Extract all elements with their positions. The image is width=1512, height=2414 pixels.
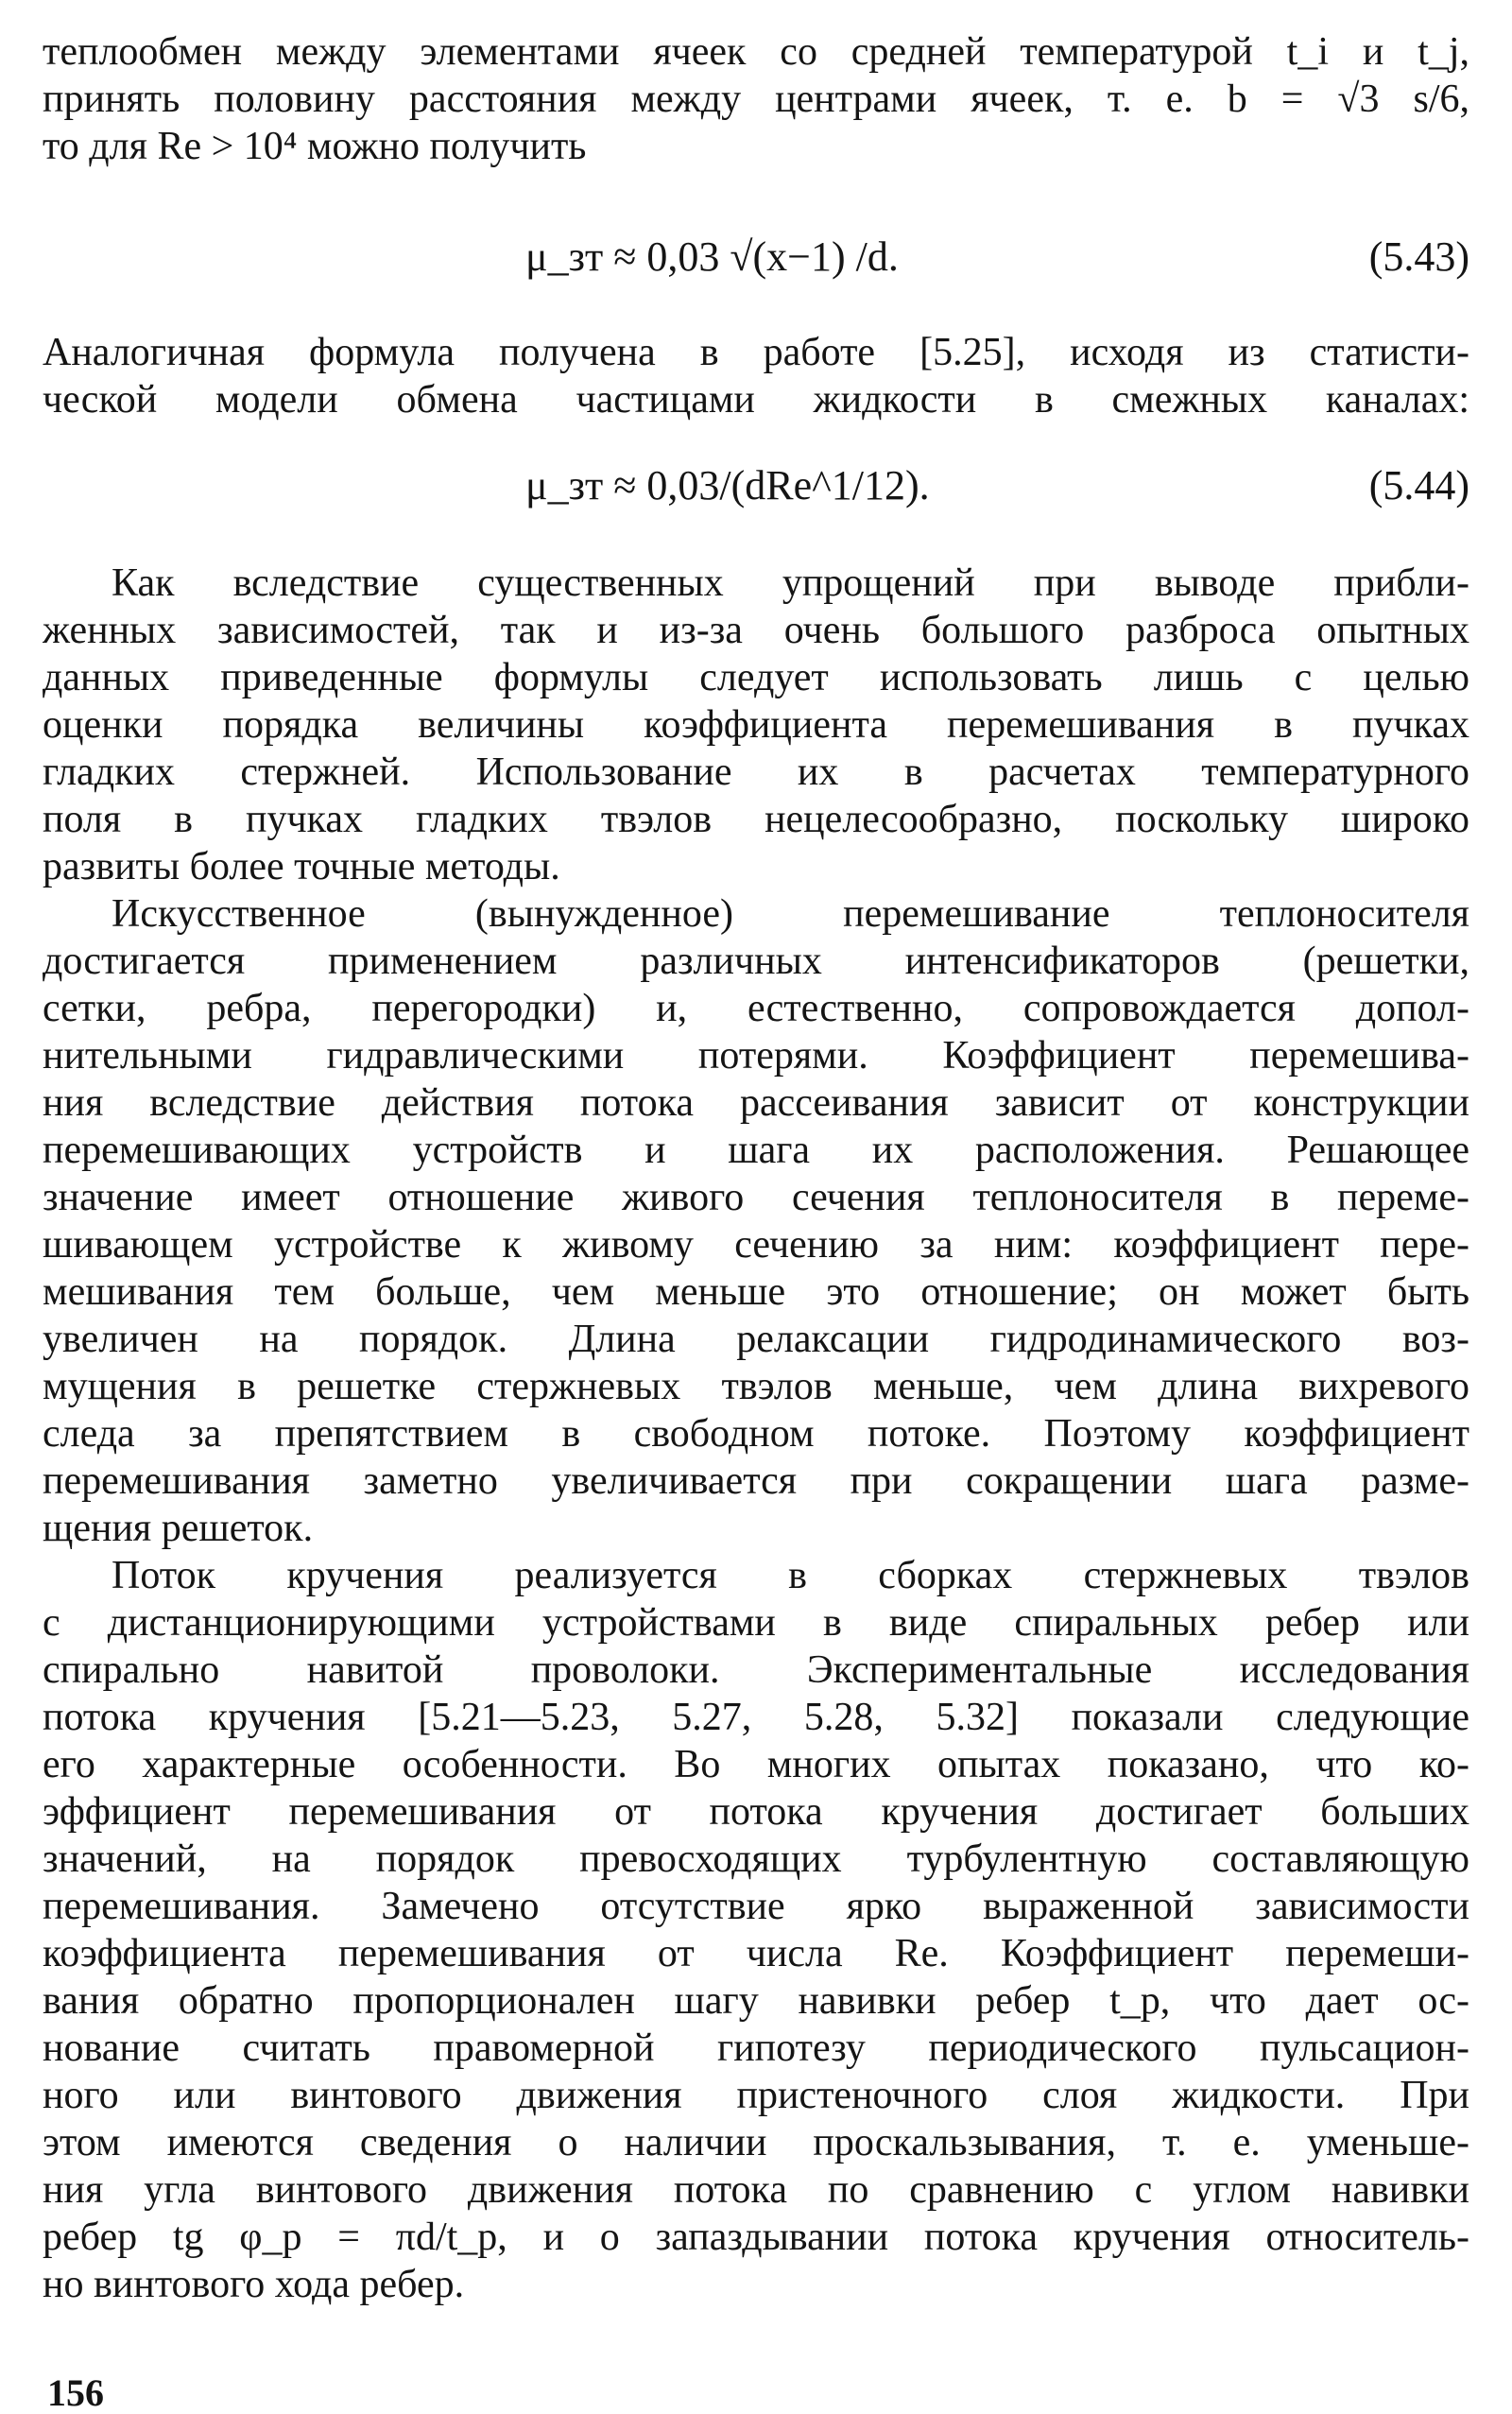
paragraph-line: шивающем устройстве к живому сечению за ним: коэффициент пере-: [43, 1223, 1469, 1267]
paragraph-line: ребер tg φ_р = πd/t_р, и о запаздывании потока кручения относитель-: [43, 2216, 1469, 2259]
paragraph-line: развиты более точные методы.: [43, 845, 560, 888]
paragraph-line: щения решеток.: [43, 1507, 314, 1550]
paragraph-line: сетки, ребра, перегородки) и, естественно, сопровождается допол-: [43, 987, 1469, 1030]
paragraph-line: спирально навитой проволоки. Экспериментальные исследования: [43, 1648, 1469, 1692]
paragraph-line: нование считать правомерной гипотезу периодического пульсацион-: [43, 2026, 1469, 2070]
text-line: то для Re > 10⁴ можно получить: [43, 125, 587, 168]
paragraph-line: коэффициента перемешивания от числа Re. Коэффициент перемеши-: [43, 1932, 1469, 1975]
paragraph-line: перемешивающих устройств и шага их расположения. Решающее: [43, 1129, 1469, 1172]
text-line: теплообмен между элементами ячеек со средней температурой t_i и t_j,: [43, 30, 1469, 74]
paragraph-line: оценки порядка величины коэффициента перемешивания в пучках: [43, 703, 1469, 747]
paragraph-line: Поток кручения реализуется в сборках стержневых твэлов: [112, 1554, 1469, 1597]
paragraph-line: значение имеет отношение живого сечения теплоносителя в переме-: [43, 1176, 1469, 1219]
paragraph-line: эффициент перемешивания от потока кручения достигает больших: [43, 1790, 1469, 1834]
paragraph-line: перемешивания. Замечено отсутствие ярко выраженной зависимости: [43, 1885, 1469, 1928]
formula-expression: μ_зт ≈ 0,03 √(x−1) /d.: [525, 233, 899, 280]
text-line: принять половину расстояния между центрами ячеек, т. е. b = √3 s/6,: [43, 78, 1469, 121]
paragraph-line: его характерные особенности. Во многих опытах показано, что ко-: [43, 1743, 1469, 1786]
paragraph-line: мешивания тем больше, чем меньше это отношение; он может быть: [43, 1270, 1469, 1314]
paragraph-line: ного или винтового движения пристеночного слоя жидкости. При: [43, 2074, 1469, 2117]
formula-number: (5.44): [1368, 462, 1469, 509]
paragraph-line: гладких стержней. Использование их в расчетах температурного: [43, 750, 1469, 794]
formula-number: (5.43): [1368, 233, 1469, 280]
page-number: 156: [47, 2371, 104, 2414]
text-line: ческой модели обмена частицами жидкости в смежных каналах:: [43, 378, 1469, 422]
paragraph-line: ния угла винтового движения потока по сравнению с углом навивки: [43, 2168, 1469, 2212]
paragraph-line: Как вследствие существенных упрощений при выводе прибли-: [112, 561, 1469, 605]
paragraph-line: но винтового хода ребер.: [43, 2263, 465, 2306]
formula-expression: μ_зт ≈ 0,03/(dRe^1/12).: [525, 462, 930, 509]
paragraph-line: этом имеются сведения о наличии проскальзывания, т. е. уменьше-: [43, 2121, 1469, 2164]
formula-5-44: [0, 457, 1512, 514]
paragraph-line: ния вследствие действия потока рассеивания зависит от конструкции: [43, 1081, 1469, 1125]
paragraph-line: с дистанционирующими устройствами в виде спиральных ребер или: [43, 1601, 1469, 1645]
paragraph-line: поля в пучках гладких твэлов нецелесообразно, поскольку широко: [43, 798, 1469, 841]
formula-5-43: [0, 229, 1512, 285]
paragraph-line: перемешивания заметно увеличивается при сокращении шага разме-: [43, 1459, 1469, 1503]
paragraph-line: увеличен на порядок. Длина релаксации гидродинамического воз-: [43, 1318, 1469, 1361]
paragraph-line: достигается применением различных интенсификаторов (решетки,: [43, 940, 1469, 983]
paragraph-line: нительными гидравлическими потерями. Коэффициент перемешива-: [43, 1034, 1469, 1078]
paragraph-line: потока кручения [5.21—5.23, 5.27, 5.28, 5.32] показали следующие: [43, 1696, 1469, 1739]
paragraph-line: следа за препятствием в свободном потоке. Поэтому коэффициент: [43, 1412, 1469, 1456]
paragraph-line: мущения в решетке стержневых твэлов меньше, чем длина вихревого: [43, 1365, 1469, 1408]
text-line: Аналогичная формула получена в работе [5.25], исходя из статисти-: [43, 331, 1469, 374]
paragraph-line: данных приведенные формулы следует использовать лишь с целью: [43, 656, 1469, 699]
paragraph-line: женных зависимостей, так и из-за очень большого разброса опытных: [43, 609, 1469, 652]
paragraph-line: значений, на порядок превосходящих турбулентную составляющую: [43, 1837, 1469, 1881]
paragraph-line: вания обратно пропорционален шагу навивки ребер t_р, что дает ос-: [43, 1979, 1469, 2023]
paragraph-line: Искусственное (вынужденное) перемешивание теплоносителя: [112, 892, 1469, 936]
